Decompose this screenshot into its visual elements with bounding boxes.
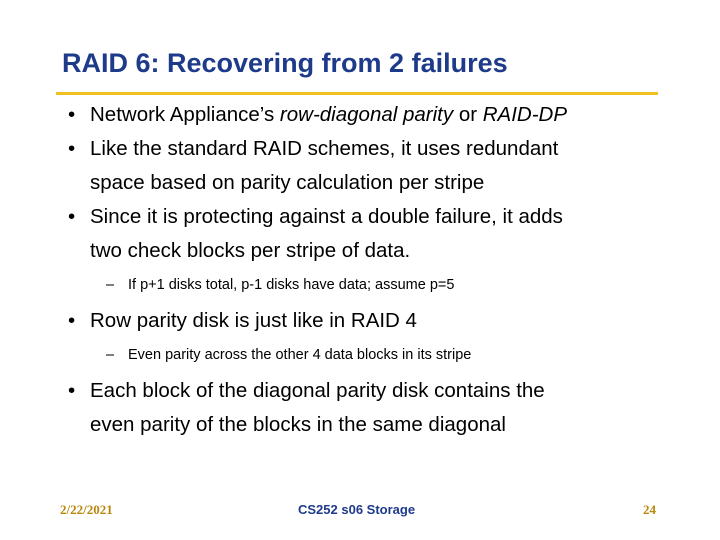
bullet-network-appliance (62, 98, 662, 132)
bullet-standard-raid (62, 132, 662, 200)
footer-date: 2/22/2021 (60, 502, 113, 517)
bullet-text: or (453, 103, 483, 126)
bullet-line: two check blocks per stripe of data. (90, 239, 411, 262)
bullet-text: Network Appliance’s (90, 103, 280, 126)
bullet-line: • Since it is protecting against a double failure, it adds (90, 205, 563, 228)
subbullet-disk-count: – If p+1 disks total, p-1 disks have data; assume p=5 (62, 274, 662, 296)
slide-title: RAID 6: Recovering from 2 failures (62, 48, 508, 78)
bullet-line: even parity of the blocks in the same diagonal (90, 413, 506, 436)
bullet-diagonal-parity (62, 374, 662, 442)
slide-content (62, 98, 662, 442)
bullet-emphasis: RAID-DP (482, 103, 568, 126)
subbullet-even-parity: – Even parity across the other 4 data blocks in its stripe (62, 344, 662, 366)
bullet-emphasis: row-diagonal parity (279, 103, 454, 126)
footer-course: CS252 s06 Storage (298, 502, 416, 517)
bullet-line: space based on parity calculation per stripe (90, 171, 485, 194)
title-underline (56, 92, 658, 95)
bullet-line: • Each block of the diagonal parity disk contains the (90, 379, 545, 402)
bullet-row-parity: • Row parity disk is just like in RAID 4 (62, 304, 662, 338)
footer-page-number: 24 (643, 502, 656, 517)
bullet-double-failure (62, 200, 662, 268)
bullet-line: • Like the standard RAID schemes, it uses redundant (90, 137, 559, 160)
